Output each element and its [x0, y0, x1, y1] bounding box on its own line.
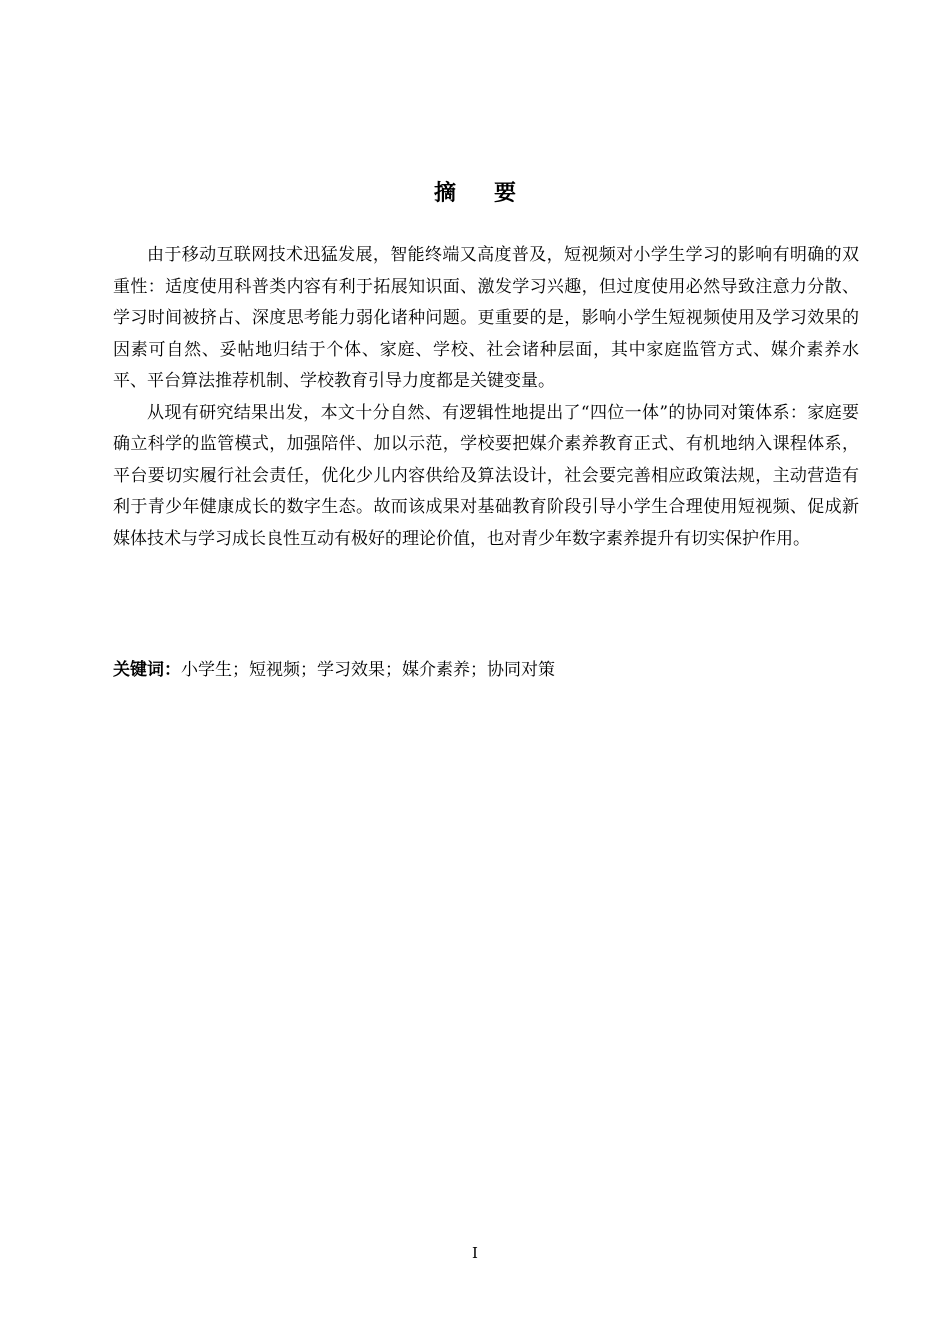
keywords-line [113, 655, 859, 685]
abstract-paragraph-1: 由于移动互联网技术迅猛发展，智能终端又高度普及，短视频对小学生学习的影响有明确的双重性：适度使用科普类内容有利于拓展知识面、激发学习兴趣，但过度使用必然导致注意力分散、学习时间被挤占、深度思考能力弱化诸种问题。更重要的是，影响小学生短视频使用及学习效果的因素可自然、妥帖地归结于个体、家庭、学校、社会诸种层面，其中家庭监管方式、媒介素养水平、平台算法推荐机制、学校教育引导力度都是关键变量。 [113, 245, 859, 391]
abstract-title-first-char: 摘 [433, 181, 456, 206]
abstract-title-second-char: 要 [494, 181, 517, 206]
abstract-body [113, 240, 859, 555]
abstract-paragraph-2: 从现有研究结果出发，本文十分自然、有逻辑性地提出了“四位一体”的协同对策体系：家庭要确立科学的监管模式，加强陪伴、加以示范，学校要把媒介素养教育正式、有机地纳入课程体系，平台要切实履行社会责任，优化少儿内容供给及算法设计，社会要完善相应政策法规，主动营造有利于青少年健康成长的数字生态。故而该成果对基础教育阶段引导小学生合理使用短视频、促成新媒体技术与学习成长良性互动有极好的理论价值，也对青少年数字素养提升有切实保护作用。 [113, 402, 859, 549]
keywords-label: 关键词： [113, 660, 181, 680]
page-number: I [472, 1244, 478, 1262]
keywords-value: 小学生；短视频；学习效果；媒介素养；协同对策 [181, 660, 555, 680]
abstract-title [0, 176, 950, 207]
